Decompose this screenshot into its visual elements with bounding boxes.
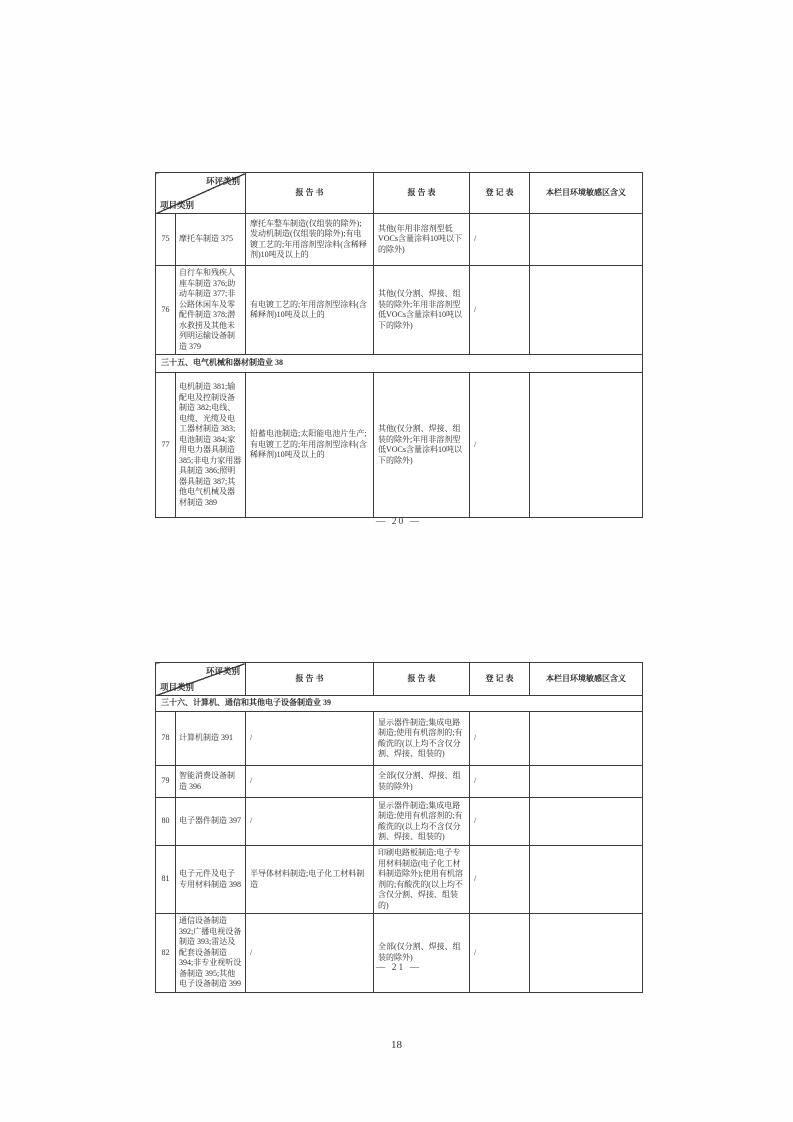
report-form-cell: 全部(仅分割、焊接、组装的除外) — [374, 766, 470, 798]
classification-table — [155, 172, 643, 518]
table-row — [156, 712, 643, 766]
header-project-category: 项目类别 — [160, 681, 195, 692]
header-registration-form: 登 记 表 — [470, 663, 530, 696]
header-project-category: 项目类别 — [160, 199, 195, 210]
table-row — [156, 266, 643, 355]
registration-form-cell: / — [470, 798, 530, 846]
project-category-cell: 摩托车制造 375 — [176, 214, 246, 266]
registration-form-cell: / — [470, 214, 530, 266]
report-form-cell: 显示器件制造;集成电路制造;使用有机溶剂的;有酸洗的(以上均不含仅分割、焊接、组装的) — [374, 798, 470, 846]
sensitive-area-meaning-cell — [530, 214, 643, 266]
sensitive-area-meaning-cell — [530, 712, 643, 766]
report-book-cell: / — [246, 712, 374, 766]
row-number-cell: 81 — [156, 846, 176, 914]
table-row — [156, 766, 643, 798]
row-number-cell: 76 — [156, 266, 176, 355]
sensitive-area-meaning-cell — [530, 373, 643, 518]
diagonal-header-cell — [156, 173, 246, 214]
industry-section-row — [156, 355, 643, 373]
report-book-cell: 半导体材料制造;电子化工材料制造 — [246, 846, 374, 914]
report-book-cell: / — [246, 766, 374, 798]
header-registration-form: 登 记 表 — [470, 173, 530, 214]
report-form-cell: 其他(年用非溶剂型低VOCs含量涂料10吨以下的除外) — [374, 214, 470, 266]
registration-form-cell: / — [470, 766, 530, 798]
eia-classification-table-page20 — [155, 172, 642, 518]
report-form-cell: 印刷电路板制造;电子专用材料制造(电子化工材料制造除外);使用有机溶剂的;有酸洗的(以上均不含仅分割、焊接、组装的) — [374, 846, 470, 914]
project-category-cell: 通信设备制造 392;广播电视设备制造 393;雷达及配套设备制造 394;非专业视听设备制造 395;其他电子设备制造 399 — [176, 914, 246, 993]
industry-section-row — [156, 696, 643, 712]
registration-form-cell: / — [470, 266, 530, 355]
report-book-cell: 有电镀工艺的;年用溶剂型涂料(含稀释剂)10吨及以上的 — [246, 266, 374, 355]
report-form-cell: 其他(仅分割、焊接、组装的除外;年用非溶剂型低VOCs含量涂料10吨以下的除外) — [374, 266, 470, 355]
report-form-cell: 其他(仅分割、焊接、组装的除外;年用非溶剂型低VOCs含量涂料10吨以下的除外) — [374, 373, 470, 518]
row-number-cell: 75 — [156, 214, 176, 266]
sensitive-area-meaning-cell — [530, 846, 643, 914]
eia-classification-table-page21 — [155, 662, 642, 993]
sensitive-area-meaning-cell — [530, 266, 643, 355]
report-book-cell: 摩托车整车制造(仅组装的除外);发动机制造(仅组装的除外);有电镀工艺的;年用溶剂型涂料(含稀释剂)10吨及以上的 — [246, 214, 374, 266]
header-report-form: 报 告 表 — [374, 173, 470, 214]
project-category-cell: 电子器件制造 397 — [176, 798, 246, 846]
registration-form-cell: / — [470, 373, 530, 518]
table-header-row — [156, 173, 643, 214]
report-book-cell: 铅蓄电池制造;太阳能电池片生产;有电镀工艺的;年用溶剂型涂料(含稀释剂)10吨及以上的 — [246, 373, 374, 518]
document-footer-page-number: 18 — [391, 1039, 402, 1051]
industry-section-label: 三十五、电气机械和器材制造业 38 — [156, 355, 643, 373]
registration-form-cell: / — [470, 846, 530, 914]
diagonal-header-cell — [156, 663, 246, 696]
page-number-20: — 20 — — [375, 517, 422, 527]
table-header-row — [156, 663, 643, 696]
classification-table — [155, 662, 643, 993]
table-row — [156, 373, 643, 518]
header-report-form: 报 告 表 — [374, 663, 470, 696]
project-category-cell: 自行车和残疾人座车制造 376;助动车制造 377;非公路休闲车及零配件制造 378;潜水救捞及其他未列明运输设备制造 379 — [176, 266, 246, 355]
row-number-cell: 78 — [156, 712, 176, 766]
report-form-cell: 全部(仅分割、焊接、组装的除外) — [374, 914, 470, 993]
sensitive-area-meaning-cell — [530, 766, 643, 798]
page-number-21: — 21 — — [375, 963, 422, 973]
report-book-cell: / — [246, 914, 374, 993]
registration-form-cell: / — [470, 712, 530, 766]
header-eia-category: 环评类别 — [205, 176, 240, 186]
header-report-book: 报 告 书 — [246, 663, 374, 696]
sensitive-area-meaning-cell — [530, 914, 643, 993]
row-number-cell: 77 — [156, 373, 176, 518]
project-category-cell: 电机制造 381;输配电及控制设备制造 382;电线、电缆、光缆及电工器材制造 383;电池制造 384;家用电力器具制造 385;非电力家用器具制造 386;照明器具制造 387;其他电气机械及器材制造 389 — [176, 373, 246, 518]
header-sensitive-area-meaning: 本栏目环境敏感区含义 — [530, 663, 643, 696]
project-category-cell: 智能消费设备制造 396 — [176, 766, 246, 798]
report-form-cell: 显示器件制造;集成电路制造;使用有机溶剂的;有酸洗的(以上均不含仅分割、焊接、组装的) — [374, 712, 470, 766]
project-category-cell: 计算机制造 391 — [176, 712, 246, 766]
table-row — [156, 914, 643, 993]
row-number-cell: 79 — [156, 766, 176, 798]
table-row — [156, 214, 643, 266]
registration-form-cell: / — [470, 914, 530, 993]
header-sensitive-area-meaning: 本栏目环境敏感区含义 — [530, 173, 643, 214]
table-row — [156, 846, 643, 914]
header-eia-category: 环评类别 — [205, 666, 240, 676]
industry-section-label: 三十六、计算机、通信和其他电子设备制造业 39 — [156, 696, 643, 712]
row-number-cell: 82 — [156, 914, 176, 993]
header-report-book: 报 告 书 — [246, 173, 374, 214]
report-book-cell: / — [246, 798, 374, 846]
row-number-cell: 80 — [156, 798, 176, 846]
project-category-cell: 电子元件及电子专用材料制造 398 — [176, 846, 246, 914]
sensitive-area-meaning-cell — [530, 798, 643, 846]
table-row — [156, 798, 643, 846]
